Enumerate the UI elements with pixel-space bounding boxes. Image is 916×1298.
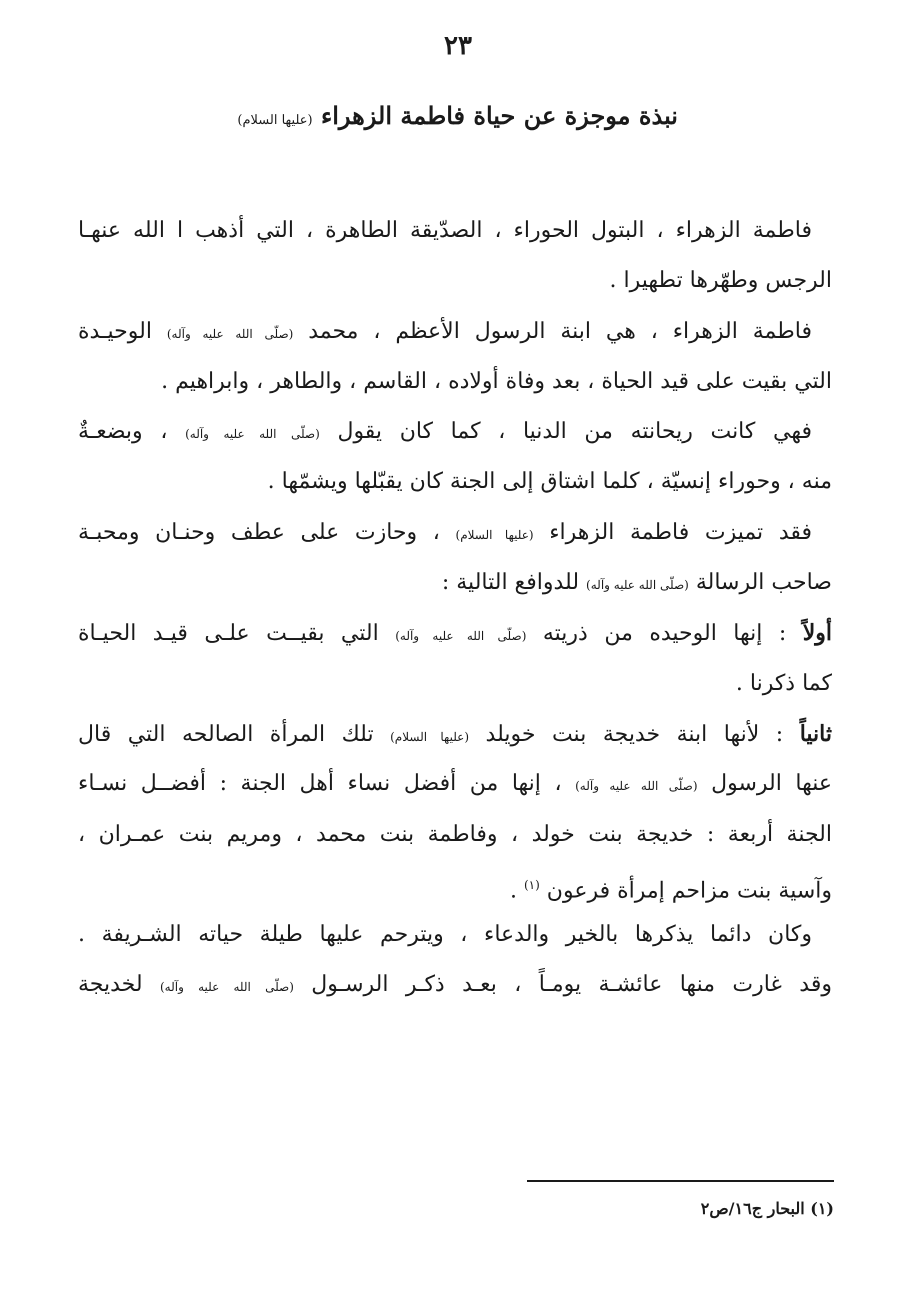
page-number: ٢٣ (444, 31, 472, 61)
footnote: (١) البحار ج١٦/ص٢ (700, 1199, 834, 1218)
page-title-main: نبذة موجزة عن حياة فاطمة الزهراء (320, 101, 678, 130)
text-line: ثانياً : لأنها ابنة خديجة بنت خويلد (عليها السلام) تلك المرأة الصالحه التي قال (78, 720, 833, 747)
text-line: الرجس وطهّرها تطهيرا . (609, 268, 832, 294)
point-label-first: أولاً (802, 620, 833, 647)
point-label-second: ثانياً (799, 720, 833, 747)
text-line: الجنة أربعة : خديجة بنت خولد ، وفاطمة بنت محمد ، ومريم بنت عمـران ، (78, 821, 832, 847)
footnote-divider (527, 1180, 834, 1182)
text-line: فقد تميزت فاطمة الزهراء (عليها السلام) ، وحازت على عطف وحنـان ومحبـة (78, 519, 813, 545)
honorific: (صلّى الله عليه وآله) (395, 629, 527, 644)
text-line: وكان دائما يذكرها بالخير والدعاء ، ويترحم عليها طيلة حياته الشـريفة . (78, 922, 812, 948)
honorific: (صلّى الله عليه وآله) (586, 578, 689, 593)
honorific: (صلّى الله عليه وآله) (159, 980, 294, 995)
honorific: (عليها السلام) (455, 527, 534, 542)
text-line: وقد غارت منها عائشـة يومـاً ، بعـد ذكـر الرسـول (صلّى الله عليه وآله) لخديجة (78, 972, 832, 998)
text-line: أولاً : إنها الوحيده من ذريته (صلّى الله عليه وآله) التي بقيــت علـى قيـد الحيـاة (78, 620, 833, 647)
text-line: صاحب الرسالة (صلّى الله عليه وآله) للدوافع التالية : (441, 570, 832, 596)
text-line: فهي كانت ريحانته من الدنيا ، كما كان يقول (صلّى الله عليه وآله) ، وبضعـةٌ (78, 419, 813, 445)
honorific: (صلّى الله عليه وآله) (166, 326, 294, 341)
honorific: (صلّى الله عليه وآله) (575, 779, 698, 794)
page-title (198, 96, 678, 141)
text-line: كما ذكرنا . (735, 670, 832, 696)
honorific: (صلّى الله عليه وآله) (185, 427, 320, 442)
text-line: التي بقيت على قيد الحياة ، بعد وفاة أولاده ، القاسم ، والطاهر ، وابراهيم . (161, 368, 832, 394)
text-line: وآسية بنت مزاحم إمرأة فرعون $^{(١)}$ . (509, 877, 832, 904)
text-line: فاطمة الزهراء ، هي ابنة الرسول الأعظم ، محمد (صلّى الله عليه وآله) الوحيـدة (78, 318, 812, 344)
body-text (78, 206, 832, 1011)
text-line: منه ، وحوراء إنسيّة ، كلما اشتاق إلى الجنة كان يقبّلها ويشمّها . (267, 469, 832, 495)
honorific: (عليها السلام) (390, 729, 470, 744)
text-line: عنها الرسول (صلّى الله عليه وآله) ، إنها من أفضل نساء أهل الجنة : أفضــل نسـاء (78, 771, 833, 797)
page-title-honorific: (عليها السلام) (237, 113, 313, 128)
footnote-reference: (١) (523, 877, 540, 892)
text-line: فاطمة الزهراء ، البتول الحوراء ، الصدّيقة الطاهرة ، التي أذهب ا الله عنهـا (78, 218, 812, 243)
